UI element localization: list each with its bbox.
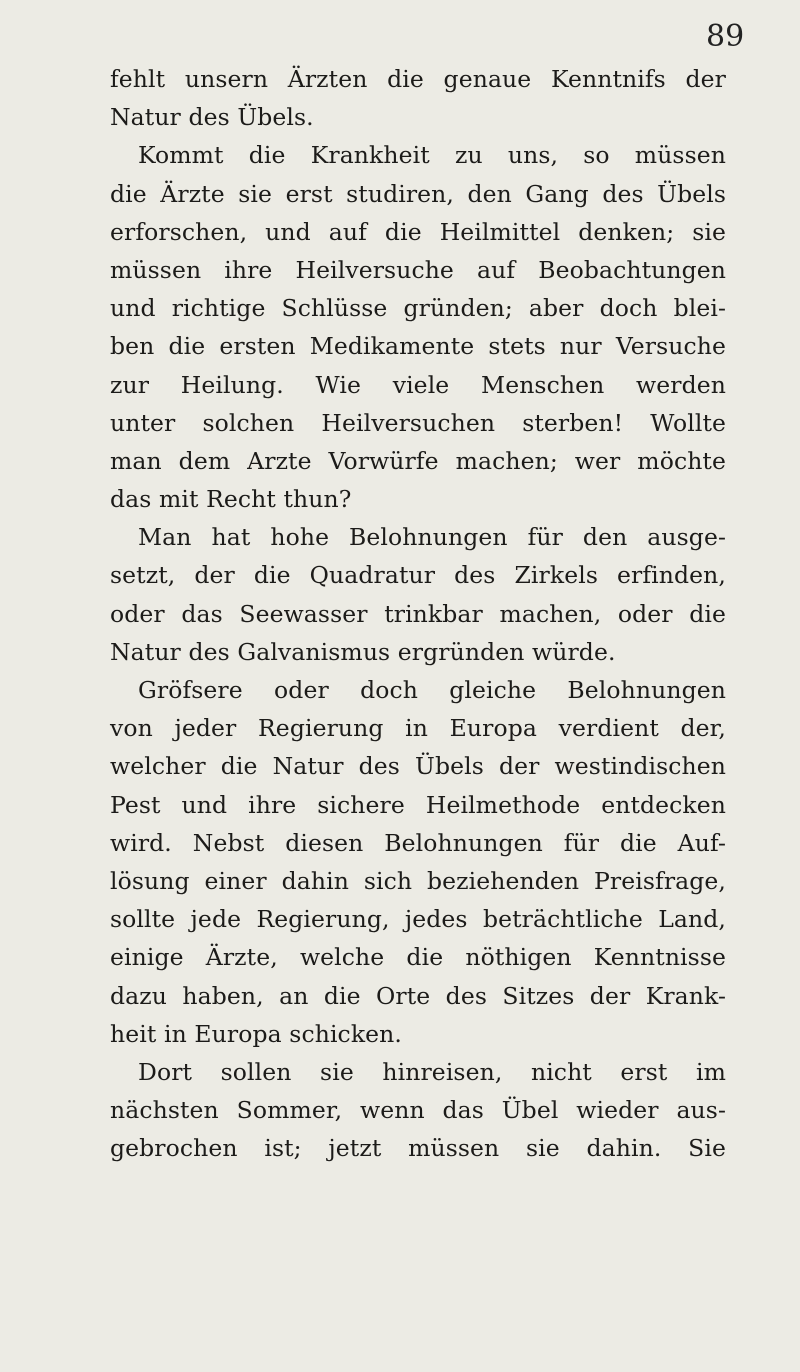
text-line: Kommt die Krankheit zu uns, so müssen: [138, 141, 726, 170]
text-line: gebrochen ist; jetzt müssen sie dahin. Sie: [110, 1134, 726, 1163]
text-line: sollte jede Regierung, jedes beträchtliche Land,: [110, 905, 726, 934]
page-number: 89: [706, 19, 745, 54]
text-line: die Ärzte sie erst studiren, den Gang des Übels: [110, 179, 726, 208]
text-line: heit in Europa schicken.: [110, 1019, 402, 1048]
text-line: oder das Seewasser trinkbar machen, oder die: [110, 599, 726, 628]
text-line: Man hat hohe Belohnungen für den ausge-: [138, 523, 726, 552]
text-line: wird. Nebst diesen Belohnungen für die Auf-: [110, 828, 726, 857]
text-line: setzt, der die Quadratur des Zirkels erfinden,: [110, 561, 726, 590]
text-line: unter solchen Heilversuchen sterben! Wollte: [110, 408, 726, 437]
text-line: Pest und ihre sichere Heilmethode entdecken: [110, 790, 726, 819]
text-line: fehlt unsern Ärzten die genaue Kenntnifs der: [110, 65, 726, 93]
text-line: von jeder Regierung in Europa verdient der,: [110, 714, 726, 743]
text-line: das mit Recht thun?: [110, 485, 352, 514]
text-line: lösung einer dahin sich beziehenden Preisfrage,: [110, 866, 726, 895]
text-line: müssen ihre Heilversuche auf Beobachtungen: [110, 255, 726, 284]
text-line: Dort sollen sie hinreisen, nicht erst im: [138, 1057, 726, 1086]
text-line: Natur des Übels.: [110, 103, 314, 132]
text-line: und richtige Schlüsse gründen; aber doch blei-: [110, 294, 726, 323]
text-line: welcher die Natur des Übels der westindischen: [110, 752, 726, 781]
text-line: man dem Arzte Vorwürfe machen; wer möchte: [110, 446, 726, 475]
body-text: [110, 60, 726, 1167]
text-line: nächsten Sommer, wenn das Übel wieder aus-: [110, 1096, 726, 1125]
text-line: zur Heilung. Wie viele Menschen werden: [110, 370, 726, 399]
text-line: Natur des Galvanismus ergründen würde.: [110, 637, 616, 666]
text-line: erforschen, und auf die Heilmittel denken; sie: [110, 217, 726, 246]
text-line: ben die ersten Medikamente stets nur Versuche: [110, 332, 726, 361]
text-line: Gröfsere oder doch gleiche Belohnungen: [138, 676, 726, 704]
text-line: einige Ärzte, welche die nöthigen Kenntnisse: [110, 943, 726, 972]
text-line: dazu haben, an die Orte des Sitzes der Krank-: [110, 981, 726, 1010]
